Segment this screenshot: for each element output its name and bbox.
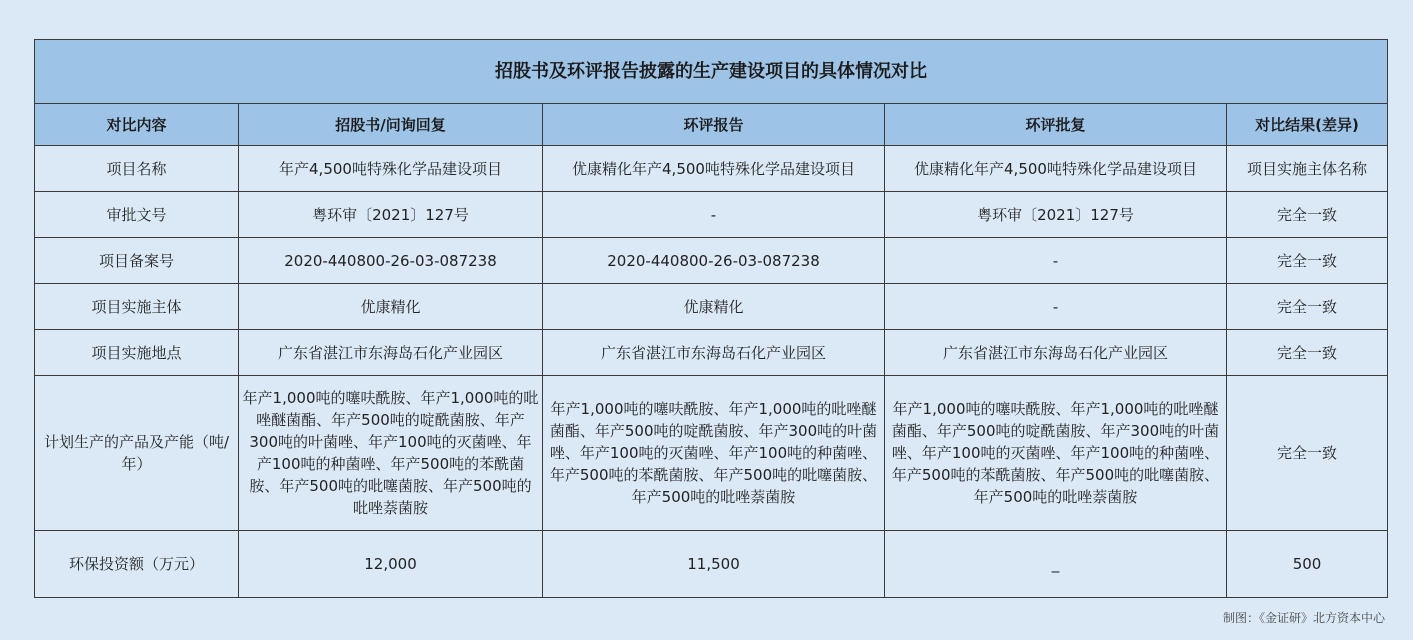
table-row (35, 238, 1388, 284)
table-cell: 年产1,000吨的噻呋酰胺、年产1,000吨的吡唑醚菌酯、年产500吨的啶酰菌胺、年产300吨的叶菌唑、年产100吨的灭菌唑、年产100吨的种菌唑、年产500吨的苯酰菌胺、年产500吨的吡噻菌胺、年产500吨的吡唑萘菌胺 (543, 376, 885, 531)
row-label: 计划生产的产品及产能（吨/年） (35, 376, 239, 531)
header-cell: 对比内容 (35, 104, 239, 146)
result-cell: 完全一致 (1227, 192, 1388, 238)
table-title: 招股书及环评报告披露的生产建设项目的具体情况对比 (35, 40, 1388, 104)
header-cell: 环评报告 (543, 104, 885, 146)
header-cell: 招股书/问询回复 (239, 104, 543, 146)
result-cell: 500 (1227, 531, 1388, 598)
comparison-table (34, 39, 1388, 598)
result-cell: 完全一致 (1227, 376, 1388, 531)
table-cell: 年产4,500吨特殊化学品建设项目 (239, 146, 543, 192)
table-cell: - (885, 238, 1227, 284)
table-cell: 广东省湛江市东海岛石化产业园区 (543, 330, 885, 376)
row-label: 项目名称 (35, 146, 239, 192)
table-cell: 粤环审〔2021〕127号 (239, 192, 543, 238)
table-row (35, 284, 1388, 330)
result-cell: 项目实施主体名称 (1227, 146, 1388, 192)
table-cell: - (543, 192, 885, 238)
header-row (35, 104, 1388, 146)
result-cell: 完全一致 (1227, 330, 1388, 376)
table-cell: 优康精化 (239, 284, 543, 330)
table-row (35, 531, 1388, 598)
header-cell: 环评批复 (885, 104, 1227, 146)
row-label: 项目实施地点 (35, 330, 239, 376)
result-cell: 完全一致 (1227, 238, 1388, 284)
table-row (35, 330, 1388, 376)
row-label: 审批文号 (35, 192, 239, 238)
source-credit: 制图：《金证研》北方资本中心 (1222, 611, 1385, 625)
table-cell: 粤环审〔2021〕127号 (885, 192, 1227, 238)
header-cell: 对比结果(差异) (1227, 104, 1388, 146)
table-cell: 优康精化年产4,500吨特殊化学品建设项目 (543, 146, 885, 192)
table-cell: _ (885, 531, 1227, 598)
table-cell: 优康精化 (543, 284, 885, 330)
table-row (35, 192, 1388, 238)
table-cell: 11,500 (543, 531, 885, 598)
table-cell: 2020-440800-26-03-087238 (239, 238, 543, 284)
table-cell: 年产1,000吨的噻呋酰胺、年产1,000吨的吡唑醚菌酯、年产500吨的啶酰菌胺、年产300吨的叶菌唑、年产100吨的灭菌唑、年产100吨的种菌唑、年产500吨的苯酰菌胺、年产500吨的吡噻菌胺、年产500吨的吡唑萘菌胺 (239, 376, 543, 531)
row-label: 环保投资额（万元） (35, 531, 239, 598)
table-cell: 优康精化年产4,500吨特殊化学品建设项目 (885, 146, 1227, 192)
row-label: 项目备案号 (35, 238, 239, 284)
table-cell: - (885, 284, 1227, 330)
table-cell: 广东省湛江市东海岛石化产业园区 (239, 330, 543, 376)
comparison-table-container (34, 39, 1387, 598)
row-label: 项目实施主体 (35, 284, 239, 330)
table-cell: 年产1,000吨的噻呋酰胺、年产1,000吨的吡唑醚菌酯、年产500吨的啶酰菌胺、年产300吨的叶菌唑、年产100吨的灭菌唑、年产100吨的种菌唑、年产500吨的苯酰菌胺、年产500吨的吡噻菌胺、年产500吨的吡唑萘菌胺 (885, 376, 1227, 531)
table-cell: 2020-440800-26-03-087238 (543, 238, 885, 284)
table-row (35, 146, 1388, 192)
result-cell: 完全一致 (1227, 284, 1388, 330)
table-cell: 广东省湛江市东海岛石化产业园区 (885, 330, 1227, 376)
table-cell: 12,000 (239, 531, 543, 598)
table-row (35, 376, 1388, 531)
